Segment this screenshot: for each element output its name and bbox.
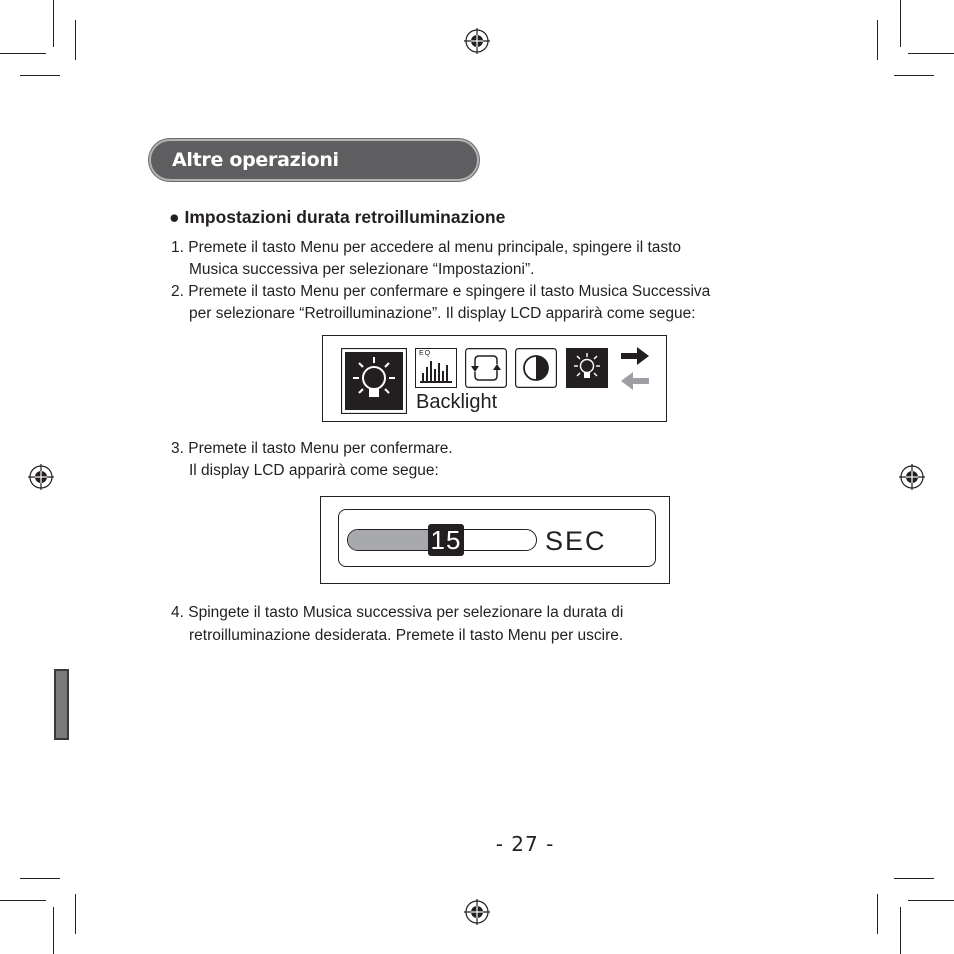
arrow-left-icon [619,371,651,391]
registration-mark-icon [899,464,925,490]
step-4-line-1: 4. Spingete il tasto Musica successiva per selezionare la durata di [171,604,624,621]
section-header [149,139,479,181]
lcd-inner-frame [338,509,656,567]
heading-text: Impostazioni durata retroilluminazione [184,207,506,227]
duration-unit: SEC [545,526,607,556]
lcd-menu-label: Backlight [416,391,498,413]
duration-value: 15 [428,524,464,556]
side-thumb-tab [54,669,69,740]
registration-mark-icon [28,464,54,490]
step-1-line-1: 1. Premete il tasto Menu per accedere al menu principale, spingere il tasto [171,239,682,256]
arrow-right-icon [619,346,651,366]
duration-bar-fill [348,530,433,550]
registration-mark-icon [464,28,490,54]
bullet: ● [169,207,180,227]
page-number: - 27 - [495,832,555,856]
step-2-line-1: 2. Premete il tasto Menu per confermare e spingere il tasto Musica Successiva [171,283,711,300]
section-title: Altre operazioni [172,149,339,171]
contrast-icon [515,348,557,388]
subsection-heading [169,207,505,228]
step-3-line-1: 3. Premete il tasto Menu per confermare. [171,440,453,457]
repeat-icon [465,348,507,388]
eq-label: EQ [419,350,432,357]
step-1-line-2: Musica successiva per selezionare “Impostazioni”. [189,261,535,278]
backlight-small-icon [566,348,608,388]
eq-icon [415,348,457,388]
step-4-line-2: retroilluminazione desiderata. Premete il tasto Menu per uscire. [189,627,624,644]
step-2-line-2: per selezionare “Retroilluminazione”. Il display LCD apparirà come segue: [189,305,696,322]
registration-mark-icon [464,899,490,925]
lcd-backlight-display [320,496,670,584]
step-3-line-2: Il display LCD apparirà come segue: [189,462,439,479]
backlight-icon [341,348,407,414]
lcd-menu-display [322,335,667,422]
